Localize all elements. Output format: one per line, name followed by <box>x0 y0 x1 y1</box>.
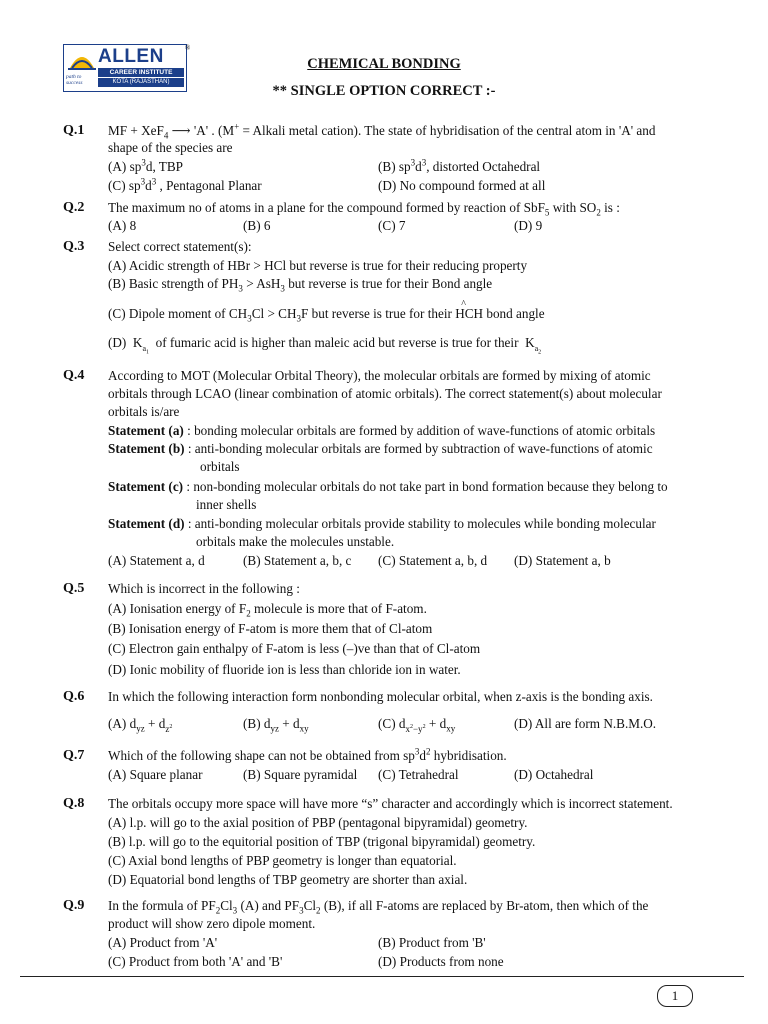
q3-option-b: (B) Basic strength of $PH_3 > AsH_3$ but reverse is true for their Bond angle <box>108 276 493 294</box>
q4-statement-b: Statement (b) : anti-bonding molecular orbitals are formed by subtraction of wave-functions of atomic <box>108 441 653 456</box>
q6-text: In which the following interaction form nonbonding molecular orbital, when z-axis is the bonding axis. <box>108 689 653 704</box>
logo-tagline: path to success <box>66 74 83 86</box>
q2-option-c: (C) 7 <box>378 218 406 233</box>
logo-brand: ALLEN <box>98 46 164 67</box>
q8-option-a: (A) l.p. will go to the axial position of PBP (pentagonal bipyramidal) geometry. <box>108 815 528 830</box>
q4-line-1: According to MOT (Molecular Orbital Theory), the molecular orbitals are formed by mixing of atomic <box>108 368 651 383</box>
q1-option-c: (C) $sp^3d^3$ , Pentagonal Planar <box>108 176 262 193</box>
q6-number: Q.6 <box>63 689 85 704</box>
q8-text: The orbitals occupy more space will have more “s” character and accordingly which is incorrect statement. <box>108 796 673 811</box>
q6-option-a: (A) $d_{yz} + d_{z^2}$ <box>108 716 173 734</box>
q9-text-2: product will show zero dipole moment. <box>108 916 316 931</box>
q9-option-b: (B) Product from 'B' <box>378 935 486 950</box>
q1-text-2: shape of the species are <box>108 140 233 155</box>
q5-option-b: (B) Ionisation energy of F-atom is more them that of Cl-atom <box>108 621 433 636</box>
q4-statement-c: Statement (c) : non-bonding molecular orbitals do not take part in bond formation because they belong to <box>108 479 668 494</box>
registered-mark-icon: ® <box>185 44 191 52</box>
q4-line-2: orbitals through LCAO (linear combination of atomic orbitals). The correct statement(s) about molecular <box>108 386 662 401</box>
q6-option-c: (C) $d_{x^2-y^2} + d_{xy}$ <box>378 716 456 734</box>
q2-text: The maximum no of atoms in a plane for the compound formed by reaction of SbF$_5$ with $SO_2$ is : <box>108 200 620 218</box>
q8-option-b: (B) l.p. will go to the equitorial position of TBP (trigonal bipyramidal) geometry. <box>108 834 536 849</box>
q4-number: Q.4 <box>63 368 85 383</box>
page-subtitle: ** SINGLE OPTION CORRECT :- <box>272 83 496 99</box>
q5-option-a: (A) Ionisation energy of $F_2$ molecule is more that of F-atom. <box>108 601 427 619</box>
logo-line1: CAREER INSTITUTE <box>98 68 184 77</box>
q4-statement-d: Statement (d) : anti-bonding molecular orbitals provide stability to molecules while bonding molecular <box>108 516 656 531</box>
q2-number: Q.2 <box>63 200 85 215</box>
q9-text: In the formula of $PF_2Cl_3$ (A) and $PF_3Cl_2$ (B), if all F-atoms are replaced by Br-atom, then which of the <box>108 898 649 916</box>
logo-line2: KOTA (RAJASTHAN) <box>98 78 184 87</box>
q7-number: Q.7 <box>63 748 85 763</box>
q4-statement-a: Statement (a) : bonding molecular orbitals are formed by addition of wave-functions of atomic orbitals <box>108 423 656 438</box>
q3-text: Select correct statement(s): <box>108 239 252 254</box>
q2-option-d: (D) 9 <box>514 218 543 233</box>
q8-number: Q.8 <box>63 796 85 811</box>
q8-option-d: (D) Equatorial bond lengths of TBP geometry are shorter than axial. <box>108 872 468 887</box>
q9-option-c: (C) Product from both 'A' and 'B' <box>108 954 283 969</box>
q6-option-d: (D) All are form N.B.M.O. <box>514 716 657 731</box>
q2-option-a: (A) 8 <box>108 218 137 233</box>
q5-option-d: (D) Ionic mobility of fluoride ion is less than chloride ion in water. <box>108 662 461 677</box>
q8-option-c: (C) Axial bond lengths of PBP geometry is longer than equatorial. <box>108 853 457 868</box>
q3-option-a: (A) Acidic strength of HBr > HCl but reverse is true for their reducing property <box>108 258 528 273</box>
q5-text: Which is incorrect in the following : <box>108 581 300 596</box>
footer-divider <box>20 976 744 977</box>
q4-option-b: (B) Statement a, b, c <box>243 553 352 568</box>
q7-option-d: (D) Octahedral <box>514 767 594 782</box>
q4-line-3: orbitals is/are <box>108 404 180 419</box>
q1-text: MF + XeF$_4$ ⟶ 'A' . (M+ = Alkali metal cation). The state of hybridisation of the central atom in 'A' and <box>108 121 656 141</box>
q1-number: Q.1 <box>63 123 85 138</box>
q3-option-d: (D) $K_{a_1}$ of fumaric acid is higher than maleic acid but reverse is true for their $K_{a_2}$ <box>108 335 542 356</box>
q4-option-c: (C) Statement a, b, d <box>378 553 488 568</box>
q6-option-b: (B) $d_{yz} + d_{xy}$ <box>243 716 309 734</box>
q3-option-c: (C) Dipole moment of $CH_3Cl > CH_3F$ but reverse is true for their H ^ CH bond angle <box>108 299 545 324</box>
q1-option-a: (A) $sp^3d$, TBP <box>108 157 183 174</box>
q9-option-d: (D) Products from none <box>378 954 504 969</box>
q2-option-b: (B) 6 <box>243 218 271 233</box>
q4-statement-d-2: orbitals make the molecules unstable. <box>196 534 395 549</box>
q7-text: Which of the following shape can not be obtained from $sp^3d^2$ hybridisation. <box>108 746 507 763</box>
q7-option-c: (C) Tetrahedral <box>378 767 459 782</box>
q1-option-d: (D) No compound formed at all <box>378 178 546 193</box>
q7-option-a: (A) Square planar <box>108 767 203 782</box>
page-title: CHEMICAL BONDING <box>307 56 461 72</box>
q9-option-a: (A) Product from 'A' <box>108 935 218 950</box>
q4-statement-c-2: inner shells <box>196 497 257 512</box>
q4-option-d: (D) Statement a, b <box>514 553 611 568</box>
q7-option-b: (B) Square pyramidal <box>243 767 358 782</box>
q3-number: Q.3 <box>63 239 85 254</box>
q9-number: Q.9 <box>63 898 85 913</box>
q5-option-c: (C) Electron gain enthalpy of F-atom is less (–)ve than that of Cl-atom <box>108 641 481 656</box>
q4-statement-b-2: orbitals <box>200 459 240 474</box>
q4-option-a: (A) Statement a, d <box>108 553 205 568</box>
q5-number: Q.5 <box>63 581 85 596</box>
page-number: 1 <box>657 985 693 1007</box>
q1-option-b: (B) $sp^3d^3$, distorted Octahedral <box>378 157 541 174</box>
